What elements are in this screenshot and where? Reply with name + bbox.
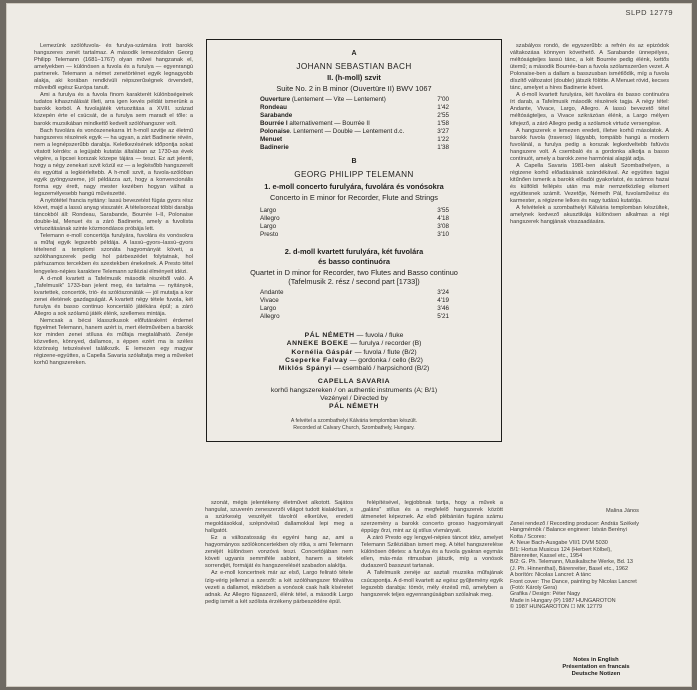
track-duration: 7'00: [437, 96, 449, 103]
track-row: Ouverture (Lentement — Vite — Lentement) 7'00: [260, 96, 449, 103]
liner-paragraph: Ami a furulya és a fuvola finom karakterét különbségeinek tudatos kihasználását illeti, arra igen kevés példát ismerünk a barokk korból. A fuvolajáték virtuozitása a XVIII. század közepén érte el csúcsát, de a furulya sem maradt el tőle: a barokk muzsikában mindkettő kedvelt szólóhangszer volt.: [34, 92, 193, 127]
track-duration: 1'22: [437, 136, 449, 143]
track-row: Vivace 4'19: [260, 297, 449, 304]
liner-paragraph: A nyitótétel francia nyitány: lassú bevezetést fúgás gyors rész követ, majd a lassú anyag visszatér. A tételsorozat többi darabja táncokból áll: Rondeau, Sarabande, Bourrée I–II, Polonaise double-lal, Menuet és a záró Badinerie, amely a fuvolista virtuozitásának szinte közmondásos próbája lett.: [34, 198, 193, 233]
track-duration: 3'10: [437, 231, 449, 238]
conductor-name: PÁL NÉMETH: [328, 403, 380, 411]
track-row: Bourrée I alternativement — Bourrée II 1'58: [260, 120, 449, 127]
recording-location: A felvétel a szombathelyi Kálvária templomban készült. Recorded at Calvary Church, Szombathely, Hungary.: [290, 418, 418, 431]
track-duration: 3'24: [437, 289, 449, 296]
work-title-quartet-line2: és basso continuóra: [318, 257, 390, 266]
composer-telemann: GEORG PHILIPP TELEMANN: [294, 170, 414, 179]
track-row: Sarabande 2'55: [260, 112, 449, 119]
performer: Cseperke Falvay — gordonka / cello (B/2): [285, 356, 423, 364]
tracklist-box: [206, 39, 502, 442]
performer: PÁL NÉMETH — fuvola / fluke: [304, 332, 404, 339]
work-title-suite: II. (h-moll) szvit: [327, 73, 381, 82]
liner-notes-left-column: [34, 43, 193, 367]
liner-notes-middle-left: [205, 500, 353, 606]
liner-paragraph: A felvételek a szombathelyi Kálvária templomban készültek, amelynek kedvező akusztikája különösen alkalmas a régi hangszerek hangjának visszaadására.: [510, 205, 669, 226]
conductor-label: Vezényel / Directed by: [320, 395, 388, 403]
ensemble-name: CAPELLA SAVARIA: [317, 378, 391, 386]
work-subtitle-quartet: Quartet in D minor for Recorder, two Flutes and Basso continuo: [250, 268, 458, 277]
liner-paragraph: Telemann e-moll concertója furulyára, fuvolára és vonósokra a műfaj egyik legszebb példája. A lassú–gyors–lassú–gyors tételrend a templomi szonáta hagyományát követi, a szólóhangszerek pedig hol párbeszédet folytatnak, hol párhuzamos tercekben és szextekben énekelnek. A Presto tétel lengyeles-népies karaktere Telemann sziléziai élményeit idézi.: [34, 233, 193, 275]
record-back-cover: [6, 3, 692, 687]
work-subtitle-quartet-line2: (Tafelmusik 2. rész / second part [1733]): [288, 277, 420, 286]
liner-paragraph: szonát, mégis jelentékeny életművet alkotott. Sajátos hangulat, szuverén zeneszerzői világot tudott kialakítani, s a szürkeség veszélyét távolról elkerülve, eredeti megoldásokkal, szépnövésű dallamokkal lepi meg a hallgatót.: [205, 500, 353, 535]
track-row: Presto 3'10: [260, 231, 449, 238]
work-title-quartet: 2. d-moll kvartett furulyára, két fuvolára: [284, 247, 424, 256]
liner-paragraph: Az e-moll koncertnek már az első, Largo felirató tétele ízig-vérig jellemzi a szerzőt: a két szólóhangszer fölváltva vezeti a dallamot, miközben a vonósok csak halk kíséretet adnak. Az Allegro fúgaszerű, élénk tétel, a második Largo pedig ismét a két szólista érzékeny párbeszédére épül.: [205, 570, 353, 605]
quartet-tracklist: [260, 289, 449, 321]
liner-notes-middle-right: [361, 500, 503, 599]
liner-paragraph: szabályos rondó, de egyszerűbb: a refrén és az epizódok váltakozása könnyen követhető. A Sarabande ünnepélyes, méltóságteljes lassú tánc, a két Bourrée pedig élénk, kettős ütemű; a második Bourrée-ban a fuvola szólamszerűen vezet. A Polonaise-ben a dallam a basszusban ismétlődik, míg a fuvola díszítő változatot (double) játszik fölötte. A Menuet rövid, kecses tánc, amelyet a híres Badinerie követ.: [510, 43, 669, 92]
liner-paragraph: Ez a változatosság és egyéni hang az, ami a hagyományos szólókoncertekben oly ritka, s ami Telemann zenéjét különösen vonzóvá teszi. Concertójában nem követi ugyanis semmiféle sablont, hanem a tételek sorrendjét, formáját és hangszerelését szabadon alakítja.: [205, 535, 353, 570]
production-credits: Zenei rendező / Recording producer: András Székely Hangmérnök / Balance engineer: István Berényi Kotta / Scores: A: Neue Bach-Ausgabe VII/1 DVM 5030 B/1: Hortus Musicus 124 (Herbert Kölbel), Bärenreiter, Kassel etc., 1954 B/2: G. Ph. Telemann, Musikalische Werke, Bd. 13 (J. Ph. Hinnenthal), Bärenreiter, Basel etc., 1962 A borítón: Nicolas Lancret: A tánc Front cover: The Dance, painting by Nicolas Lancret (Fotó: Károly Gera) Grafika / Design: Péter Nagy Made in Hungary (P) 1987 HUNGAROTON © 1987 HUNGAROTON ☐ MK 12779: [510, 521, 640, 611]
liner-paragraph: Lemezünk szólófuvola- és furulya-számára írott barokk hangszeres zenét tartalmaz. A második lemezoldalon Georg Philipp Telemann (1681–1767) olyan művei hangzanak el, amelyekben — különösen a fuvola és a furulya — egyenrangú partnerek. Telemann a német zenetörténet egyik legnagyobb alakja, aki korában rendkívüli népszerűségnek örvendett, műveiből egész Európa tanult.: [34, 43, 193, 92]
liner-notes-right-column: [510, 43, 669, 226]
liner-paragraph: A d-moll kvartett furulyára, két fuvolára és basso continuóra írt darab, a Tafelmusik második részének tagja. A négy tétel: Andante, Vivace, Largo, Allegro. A lassú bevezető tétel méltóságteljes, a Vivace szikrázóan élénk, a Largo mélyen kifejező, a záró Allegro pedig a szólamok virtuóz versengése.: [510, 92, 669, 127]
performer: Kornélia Gáspár — fuvola / flute (B/2): [291, 348, 417, 356]
track-duration: 1'38: [437, 144, 449, 151]
performers-list: [207, 332, 501, 412]
track-duration: 1'58: [437, 120, 449, 127]
track-row: Polonaise. Lentement — Double — Lentement d.c. 3'27: [260, 128, 449, 135]
track-duration: 3'55: [437, 207, 449, 214]
track-duration: 2'55: [437, 112, 449, 119]
work-subtitle-suite: Suite No. 2 in B minor (Ouvertüre II) BWV 1067: [276, 84, 432, 93]
track-duration: 5'21: [437, 313, 449, 320]
track-row: Largo 3'08: [260, 223, 449, 230]
track-duration: 3'27: [437, 128, 449, 135]
side-a-label: A: [351, 50, 357, 57]
performer: ANNEKE BOEKE — furulya / recorder (B): [286, 340, 422, 348]
track-row: Largo 3'46: [260, 305, 449, 312]
track-duration: 3'46: [437, 305, 449, 312]
language-notes: Notes in English Présentation en francais Deutsche Notizen: [562, 657, 630, 677]
composer-bach: JOHANN SEBASTIAN BACH: [296, 62, 412, 71]
work-subtitle-concerto: Concerto in E minor for Recorder, Flute and Strings: [269, 193, 438, 202]
liner-paragraph: A hangszerek e lemezen eredeti, illetve korhű másolatok. A barokk fuvola (traverso) lágyabb, tompább hangú a modern fuvolánál, a furulya pedig a korszak legkedveltebb fafúvós hangszere volt. A csembaló és a gordonka alkotja a basso continuót, amely a barokk zene harmóniai alapját adja.: [510, 127, 669, 162]
liner-paragraph: A Tafelmusik zenéje az asztali muzsika műfajának csúcspontja. A d-moll kvartett az egész gyűjtemény egyik legszebb darabja: tömör, mély érzésű mű, amelyben a hangszerek teljes egyenrangúságban szólalnak meg.: [361, 570, 503, 598]
author-signature: Malina János: [606, 508, 639, 514]
work-title-concerto: 1. e-moll concerto furulyára, fuvolára és vonósokra: [264, 182, 444, 191]
track-row: Allegro 5'21: [260, 313, 449, 320]
track-duration: 4'19: [437, 297, 449, 304]
side-b-label: B: [351, 158, 357, 165]
track-duration: 3'08: [437, 223, 449, 230]
track-duration: 4'18: [437, 215, 449, 222]
ensemble-subtitle: korhű hangszereken / on authentic instruments (A; B/1): [270, 386, 438, 394]
track-row: Andante 3'24: [260, 289, 449, 296]
liner-paragraph: A Capella Savaria 1981-ben alakult Szombathelyen, a régizene korhű előadásának szándékával. Az együttes tagjai kitűnően ismerik a barokk előadói gyakorlatot, és számos hazai és külföldi fellépés után ma már nemzetközileg elismert együttesnek számít. Vezetője, Németh Pál, fuvolaművész és karmester, a régizene lelkes és nagy tudású kutatója.: [510, 162, 669, 205]
liner-paragraph: Bach fuvolára és vonószenekarra írt h-moll szvitje az életmű hangszeres részének egyik — ha ugyan, a zárt Badinerie révén, nem a legnépszerűbb darabja. Keletkezésének időpontja sokat vitatott kérdés: a legújabb kutatás általában az 1730-as évek végére, a lipcsei korszak közepe tájára — teszi. Ez azt jelenti, hogy a négy zenekari szvit közül ez — a legkésőbb hangszerelt és egyúttal a legkiérleltebb. A h-moll szvit, a fuvola-szólóban egyik gyöngyszeme, jól példázza azt, hogy a konvencionális forma egy érett, nagy mester kezében hogyan válhat a legszemélyesebb hangú művészetté.: [34, 127, 193, 197]
liner-paragraph: A záró Presto egy lengyel-népies táncot idéz, amelyet Telemann Sziléziában ismert meg. A tétel hangszerelése különösen ötletes: a furulya és a fuvola gyakran egymás ellen, más-más ritmusban játszik, míg a vonósok dudaszerű basszust tartanak.: [361, 535, 503, 570]
track-duration: 1'42: [437, 104, 449, 111]
side-a-tracklist: [260, 96, 449, 152]
track-row: Rondeau 1'42: [260, 104, 449, 111]
liner-paragraph: felépítésével, legjobbnak tartja, hogy a művek a „galáns” stílus és a megfelelő hangszerek között átmenetet képeznek. Az első plébánián fugáns számu szerzemény a barokk concerto grosso hagyományait éppúgy őrzi, mint az új stílus vívmányait.: [361, 500, 503, 535]
liner-paragraph: A d-moll kvartett a Tafelmusik második részéből való. A „Tafelmusik” 1733-ban jelent meg, és tartalma — nyitányok, kvartettek, concertók, trió- és szólószonáták — jól mutatja a kor zenei életének gazdagságát. A kvartett négy tétele fuvola, két furulya és basso continuo koncertáló játékára épül; a záró Allegro a sok szólamú játék élénk, szellemes mintája.: [34, 275, 193, 317]
performer: Miklós Spányi — csembaló / harpsichord (B/2): [278, 365, 430, 373]
track-row: Badinerie 1'38: [260, 144, 449, 151]
liner-paragraph: Nemcsak a bécsi klasszikusok előfutáraként érdemel figyelmet Telemann, hanem azért is, mert életművében a barokk kor minden zenei stílusa és műfaja megtalálható. Zenéje közvetlen, könnyed, dallamos, s éppen ezért ma is széles közönség tetszésével találkozik. E lemezen egy magyar régizene-együttes, a Capella Savaria szólaltatja meg a műveket korhű hangszereken.: [34, 317, 193, 367]
catalog-number: SLPD 12779: [625, 8, 673, 17]
track-row: Menuet 1'22: [260, 136, 449, 143]
track-row: Allegro 4'18: [260, 215, 449, 222]
concerto-tracklist: [260, 207, 449, 239]
track-row: Largo 3'55: [260, 207, 449, 214]
